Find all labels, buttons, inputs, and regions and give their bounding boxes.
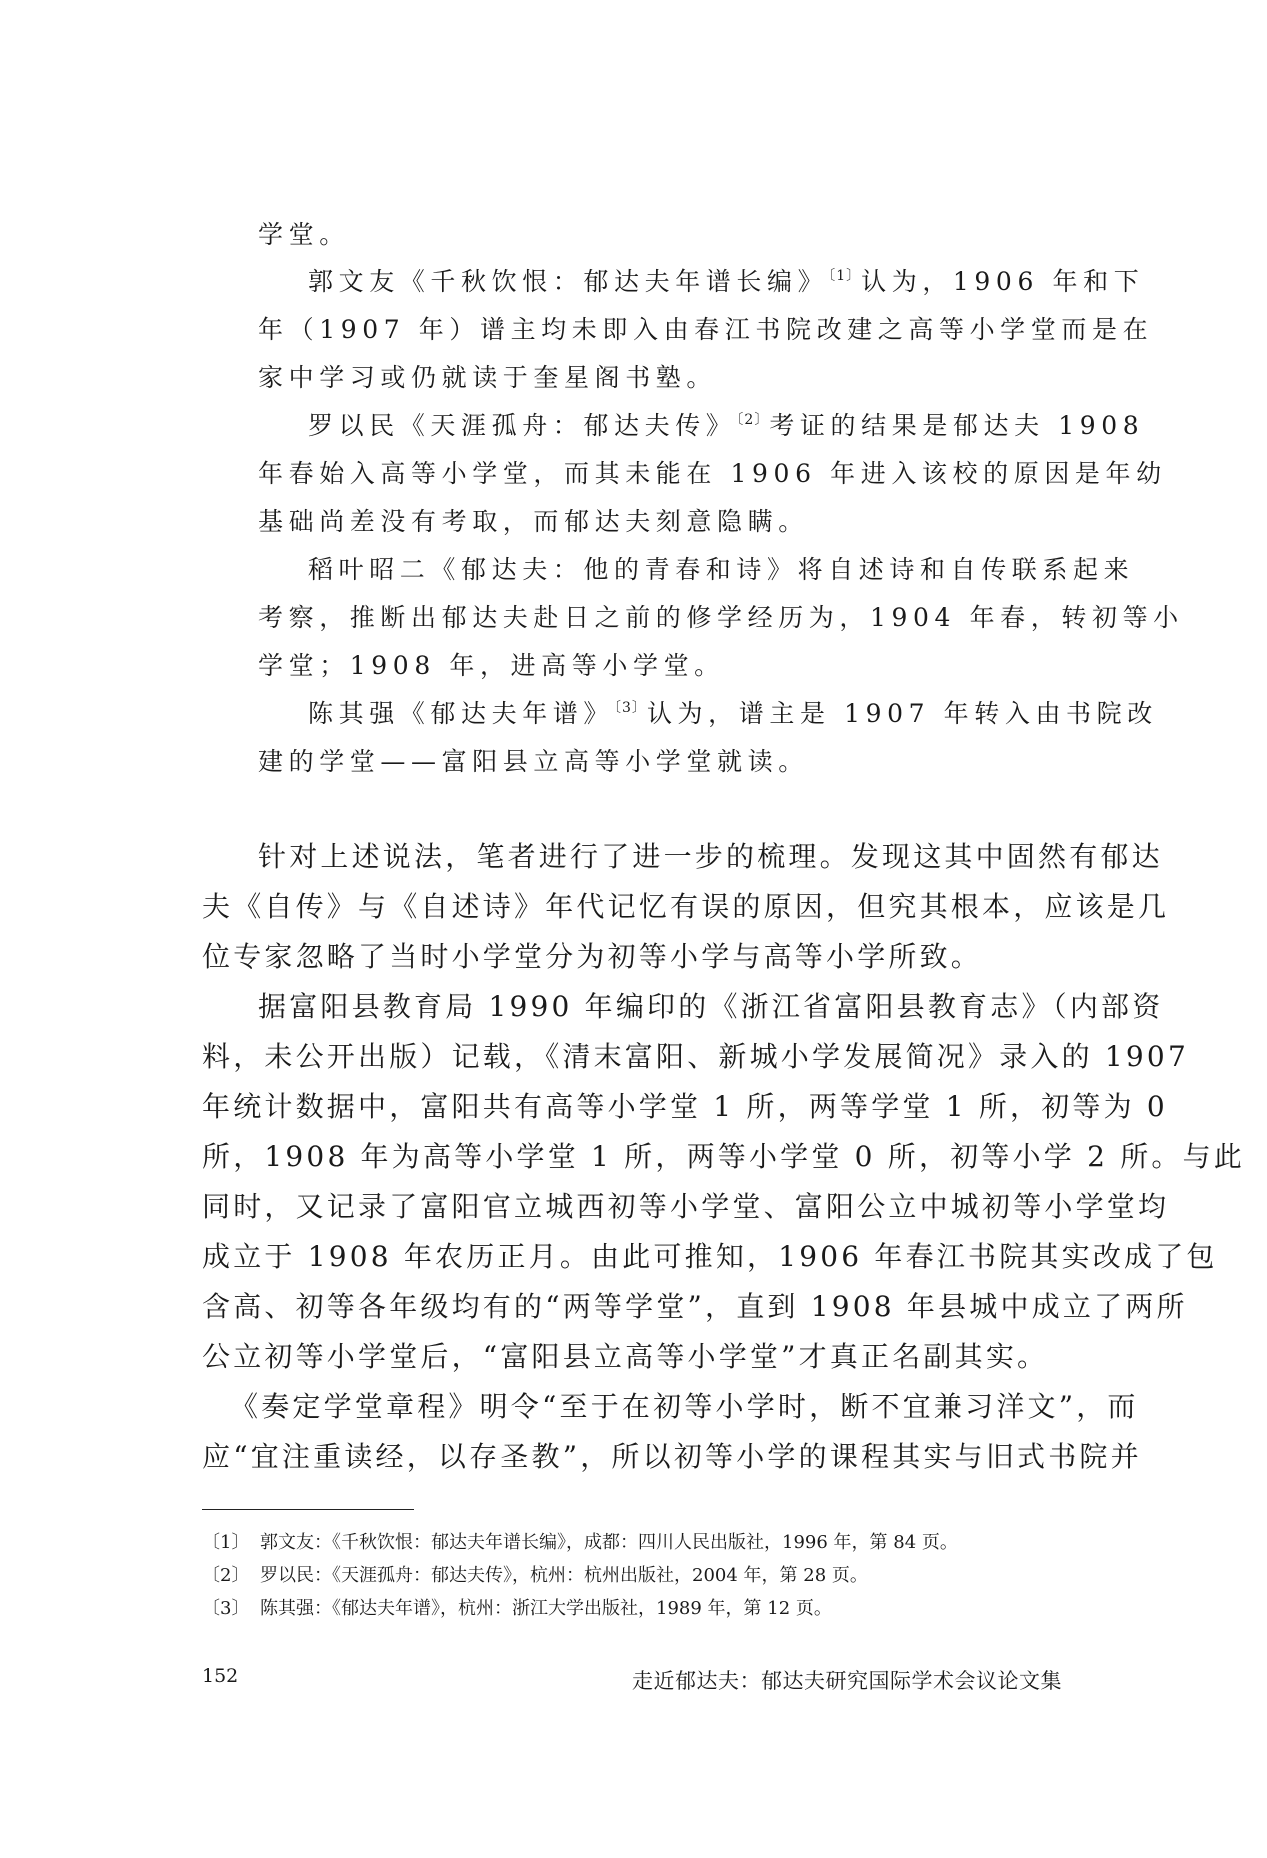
body-line: 公立初等小学堂后，“富阳县立高等小学堂”才真正名副其实。 [202,1340,1049,1373]
body-line: 同时，又记录了富阳官立城西初等小学堂、富阳公立中城初等小学堂均 [202,1190,1170,1223]
quote-text: 学堂；1908 年，进高等小学堂。 [258,651,725,680]
body-line: 含高、初等各年级均有的“两等学堂”，直到 1908 年县城中成立了两所 [202,1290,1188,1323]
quote-line [258,402,1145,450]
footnote-ref[interactable]: 〔1〕 [828,268,862,284]
quote-line [258,546,1135,594]
quote-text: 学堂。 [258,220,350,249]
footnote-ref[interactable]: 〔3〕 [614,700,647,716]
quote-line [258,642,1058,690]
quote-line [258,306,1154,354]
body-line: 应“宜注重读经，以存圣教”，所以初等小学的课程其实与旧式书院并 [202,1440,1142,1473]
quote-text: 年春始入高等小学堂，而其未能在 1906 年进入该校的原因是年幼 [258,459,1167,488]
body-line: 夫《自传》与《自述诗》年代记忆有误的原因，但究其根本，应该是几 [202,890,1170,923]
footnote [202,1526,1062,1559]
quote-line [258,738,1058,786]
footnote-ref[interactable]: 〔2〕 [736,412,770,428]
body-line: 《奏定学堂章程》明令“至于在初等小学时，断不宜兼习洋文”，而 [230,1390,1139,1423]
footnote-text: 郭文友：《千秋饮恨：郁达夫年谱长编》，成都：四川人民出版社，1996 年，第 84 页。 [260,1532,958,1553]
quote-line [258,354,1058,402]
book-title: 走近郁达夫：郁达夫研究国际学术会议论文集 [632,1669,1062,1693]
body-line: 位专家忽略了当时小学堂分为初等小学与高等小学所致。 [202,940,983,973]
quote-line [258,450,1167,498]
quote-text: 考证的结果是郁达夫 1908 [769,411,1145,440]
footnote [202,1592,1062,1625]
footnote-text: 罗以民：《天涯孤舟：郁达夫传》，杭州：杭州出版社，2004 年，第 28 页。 [260,1565,868,1586]
body-line: 针对上述说法，笔者进行了进一步的梳理。发现这其中固然有郁达 [258,840,1163,873]
quote-line [258,258,1145,306]
footnote-mark: 〔1〕 [202,1532,250,1553]
quote-text: 家中学习或仍就读于奎星阁书塾。 [258,363,718,392]
quote-text: 基础尚差没有考取，而郁达夫刻意隐瞒。 [258,507,809,536]
body-line: 年统计数据中，富阳共有高等小学堂 1 所，两等学堂 1 所，初等为 0 [202,1090,1168,1123]
footnote-text: 陈其强：《郁达夫年谱》，杭州：浙江大学出版社，1989 年，第 12 页。 [260,1598,832,1619]
body-line: 据富阳县教育局 1990 年编印的《浙江省富阳县教育志》（内部资 [258,990,1164,1023]
body-line: 料，未公开出版）记载，《清末富阳、新城小学发展简况》录入的 1907 [202,1040,1189,1073]
quote-text: 郭文友《千秋饮恨：郁达夫年谱长编》 [308,267,829,296]
quote-text: 稻叶昭二《郁达夫：他的青春和诗》将自述诗和自传联系起来 [308,555,1135,584]
footnote-mark: 〔3〕 [202,1598,250,1619]
page-number: 152 [202,1665,239,1687]
quote-text: 罗以民《天涯孤舟：郁达夫传》 [308,411,737,440]
footnote [202,1559,1062,1592]
quote-text: 认为，谱主是 1907 年转入由书院改 [646,699,1158,728]
body-line: 所，1908 年为高等小学堂 1 所，两等小学堂 0 所，初等小学 2 所。与此 [202,1140,1246,1173]
quote-text: 认为，1906 年和下 [861,267,1145,296]
footnote-mark: 〔2〕 [202,1565,250,1586]
quote-text: 考察，推断出郁达夫赴日之前的修学经历为，1904 年春，转初等小 [258,603,1184,632]
quote-line [258,690,1158,738]
quote-text: 陈其强《郁达夫年谱》 [308,699,615,728]
footnote-separator [202,1509,414,1510]
quote-line [258,498,1058,546]
quote-text: 年（1907 年）谱主均未即入由春江书院改建之高等小学堂而是在 [258,315,1154,344]
quote-line [258,211,1058,259]
quote-line [258,594,1184,642]
quote-text: 建的学堂——富阳县立高等小学堂就读。 [258,747,809,776]
body-line: 成立于 1908 年农历正月。由此可推知，1906 年春江书院其实改成了包 [202,1240,1218,1273]
